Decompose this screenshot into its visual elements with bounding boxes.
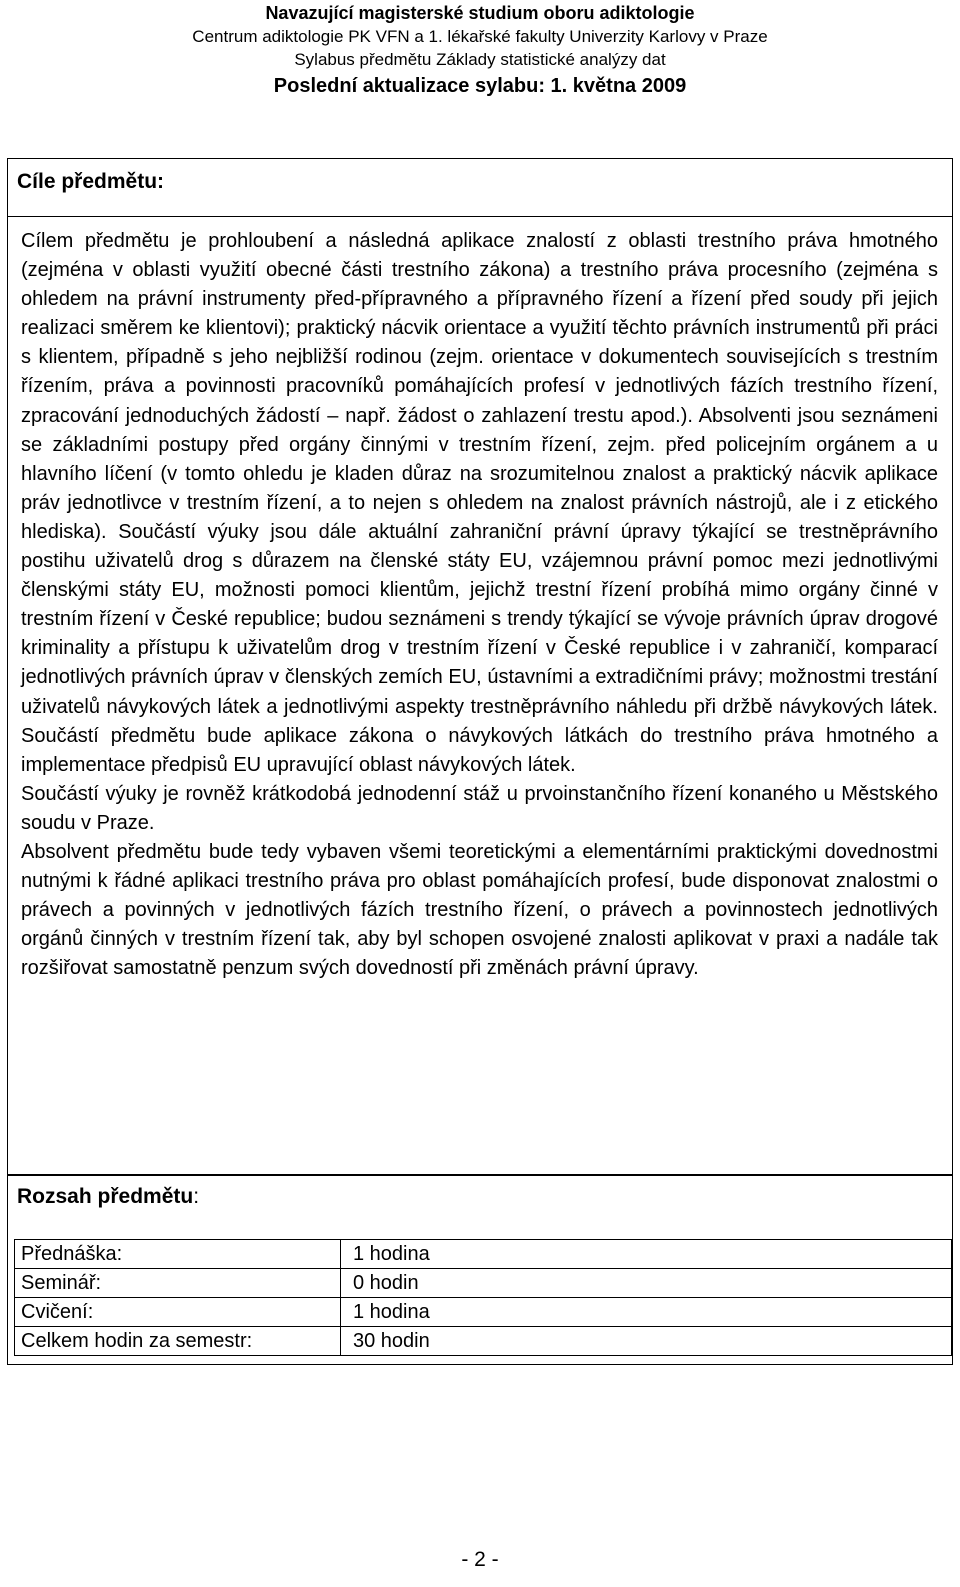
table-row xyxy=(15,1298,952,1327)
table-row xyxy=(15,1240,952,1269)
hours-value: 30 hodin xyxy=(341,1327,952,1356)
hours-value: 1 hodina xyxy=(341,1240,952,1269)
goals-paragraph-3: Absolvent předmětu bude tedy vybaven všemi teoretickými a elementárními praktickými dovednostmi nutnými k řádné aplikaci trestního práva pro oblast pomáhajících profesí, bude disponovat znalostmi o právech a povinných v jednotlivých fázích trestního řízení, o právech a povinnostech jednotlivých orgánů činných v trestním řízení tak, aby byl schopen osvojené znalosti aplikovat v praxi a nadále tak rozšiřovat samostatně penzum svých dovedností při změnách právní úpravy. xyxy=(21,840,938,980)
hours-label: Cvičení: xyxy=(15,1298,341,1327)
hours-value: 0 hodin xyxy=(341,1269,952,1298)
goals-section xyxy=(7,158,953,1176)
range-section xyxy=(7,1174,953,1365)
document-header xyxy=(0,0,960,101)
program-title: Navazující magisterské studium oboru adiktologie xyxy=(265,3,695,23)
hours-table xyxy=(14,1239,952,1356)
page-number: - 2 - xyxy=(461,1548,499,1571)
institution-name: Centrum adiktologie PK VFN a 1. lékařské fakulty Univerzity Karlovy v Praze xyxy=(192,27,768,46)
range-title: Rozsah předmětu xyxy=(17,1185,194,1208)
table-row xyxy=(15,1327,952,1356)
hours-label: Přednáška: xyxy=(15,1240,341,1269)
last-update: Poslední aktualizace sylabu: 1. května 2009 xyxy=(273,75,687,97)
range-title-row xyxy=(8,1175,952,1223)
hours-label: Seminář: xyxy=(15,1269,341,1298)
syllabus-subject: Sylabus předmětu Základy statistické analýzy dat xyxy=(294,50,666,69)
goals-paragraph-2: Součástí výuky je rovněž krátkodobá jednodenní stáž u prvoinstančního řízení konaného u Městského soudu v Praze. xyxy=(21,782,938,834)
goals-paragraph-1: Cílem předmětu je prohloubení a následná aplikace znalostí z oblasti trestního práva hmotného (zejména v oblasti využití obecné části trestního zákona) a trestního práva procesního (zejména s ohledem na právní instrumenty před-přípravného a přípravného řízení a řízení před soudy při jejich realizaci směrem ke klientovi); praktický nácvik orientace a využití těchto právních instrumentů při práci s klientem, případně s jeho nejbližší rodinou (zejm. orientace v dokumentech souvisejících s trestním řízením, práva a povinnosti pracovníků pomáhajících profesí v jednotlivých fázích trestního řízení, zpracování jednoduchých žádostí – např. žádost o zahlazení trestu apod.). Absolventi jsou seznámeni se základními postupy před orgány činnými v trestním řízení, zejm. před policejním orgánem a u hlavního líčení (v tomto ohledu je kladen důraz na srozumitelnou znalost a praktický nácvik aplikace práv jednotlivce v trestním řízení, a to nejen s ohledem na znalost právních nástrojů, ale i z etického hlediska). Součástí výuky jsou dále aktuální zahraniční právní úpravy týkající se trestněprávního postihu uživatelů drog s důrazem na členské státy EU, vzájemnou právní pomoc mezi jednotlivými členskými státy EU, možnosti pomoci klientům, jejichž trestní řízení probíhá mimo orgány činné v trestním řízení v České republice; budou seznámeni s trendy týkající se vývoje právních úprav drogové kriminality a přístupu k uživatelům drog v trestním řízení v České republice i v zahraničí, komparací jednotlivých právních úprav v členských zemích EU, ústavními a extradičními právy; možnostmi trestání uživatelů návykových látek a jednotlivými aspekty trestněprávního náhledu při držbě návykových látek. Součástí předmětu bude aplikace zákona o návykových látkách do trestního práva hmotného a implementace předpisů EU upravující oblast návykových látek. xyxy=(21,230,938,776)
hours-value: 1 hodina xyxy=(341,1298,952,1327)
range-title-colon: : xyxy=(193,1185,200,1208)
goals-title: Cíle předmětu: xyxy=(8,159,952,217)
goals-body xyxy=(8,217,952,983)
hours-label: Celkem hodin za semestr: xyxy=(15,1327,341,1356)
table-row xyxy=(15,1269,952,1298)
